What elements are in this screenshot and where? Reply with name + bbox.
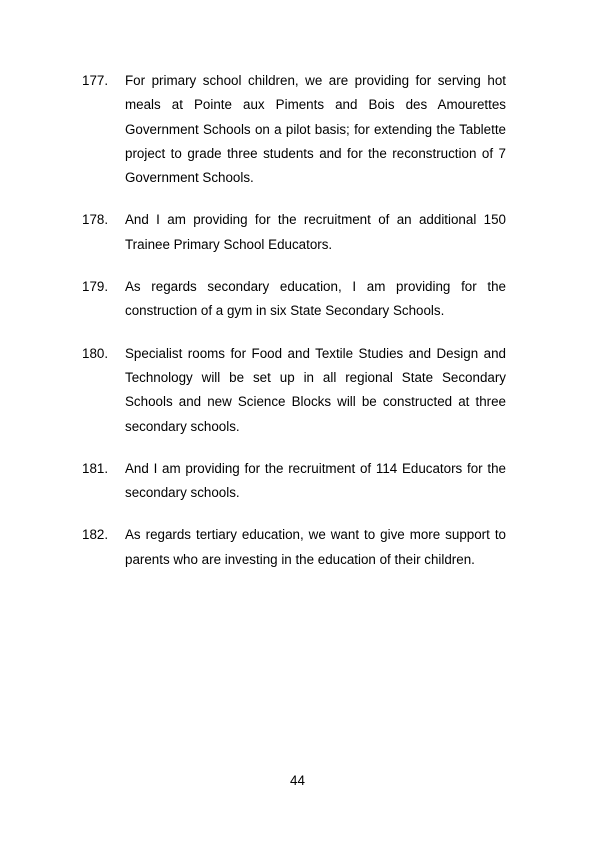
paragraph-number: 178. bbox=[82, 212, 109, 228]
page-number: 44 bbox=[290, 773, 305, 788]
paragraph-text: And I am providing for the recruitment of an additional 150 Trainee Primary School Educators. bbox=[125, 212, 506, 252]
paragraph-179 bbox=[82, 275, 506, 324]
paragraph-number: 177. bbox=[82, 73, 109, 88]
paragraph-number: 179. bbox=[82, 279, 109, 295]
paragraph-text: Specialist rooms for Food and Textile Studies and Design and Technology will be set up in all regional State Secondary Schools and new Science Blocks will be constructed at three secondary schools. bbox=[125, 345, 506, 434]
paragraph-text: And I am providing for the recruitment of 114 Educators for the secondary schools. bbox=[125, 460, 506, 501]
paragraph-text: As regards secondary education, I am providing for the construction of a gym in six State Secondary Schools. bbox=[125, 279, 506, 319]
paragraph-178 bbox=[82, 208, 506, 257]
paragraph-180 bbox=[82, 342, 506, 439]
paragraph-number: 180. bbox=[82, 345, 109, 361]
paragraph-text: For primary school children, we are providing for serving hot meals at Pointe aux Piments and Bois des Amourettes Government Schools on a pilot basis; for extending the Tablette project to grade three students and for the reconstruction of 7 Government Schools. bbox=[125, 73, 506, 186]
paragraph-181 bbox=[82, 457, 506, 506]
paragraph-number: 181. bbox=[82, 460, 109, 476]
paragraph-182 bbox=[82, 523, 506, 572]
paragraph-number: 182. bbox=[82, 527, 109, 543]
paragraph-177 bbox=[82, 69, 506, 190]
paragraph-text: As regards tertiary education, we want to give more support to parents who are investing in the education of their children. bbox=[125, 527, 506, 567]
paragraph-list bbox=[82, 69, 506, 590]
